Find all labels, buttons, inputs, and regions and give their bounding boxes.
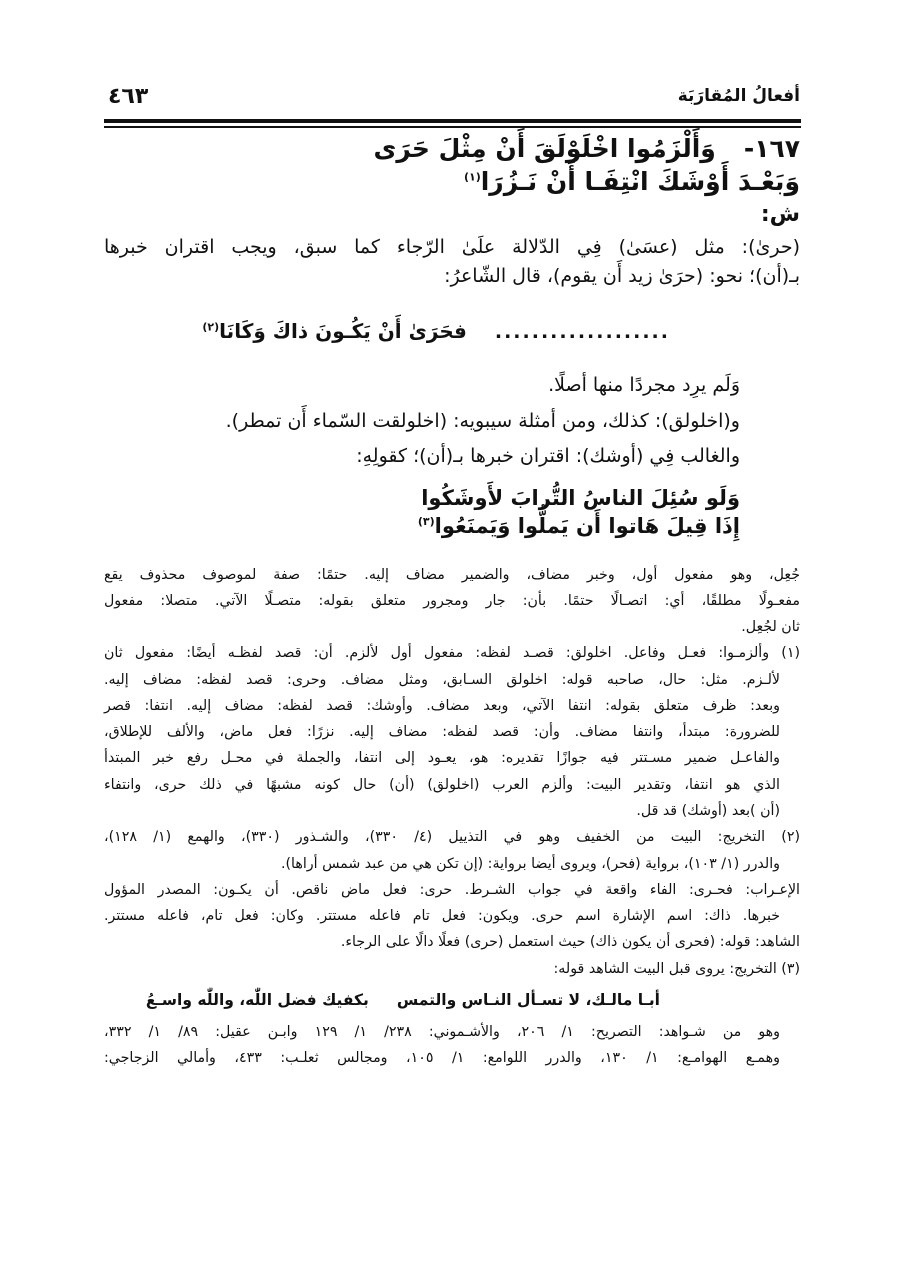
footnote-line: والفاعـل ضمير مسـتتر فيه جوازًا تقديره: هو، يعـود إلى انتفا، والجملة في محـل رفع خبر المبتدأ: [104, 750, 780, 767]
page-number: ٤٦٣: [108, 84, 149, 109]
verse-3: [104, 486, 800, 538]
verse-first-hemistich: وَلَو سُئِلَ الناسُ التُّرابَ لأَوشَكُوا: [421, 485, 740, 510]
verse-167: [104, 134, 800, 196]
header-rule-thin: [104, 126, 801, 128]
verse-2: [104, 316, 800, 347]
footnote-line: جُعِل، وهو مفعول أول، وخبر مضاف، والضمير مضاف إليه. حتمًا: صفة لموصوف محذوف يقع: [104, 566, 800, 583]
footnote-line: (أن )بعد (أوشك) قد قل.: [636, 803, 780, 820]
verse-text: فحَرَىٰ أَنْ يَكُـونَ ذاكَ وَكَانَا: [219, 318, 467, 343]
footnote-line: لألـزم. مثل: حال، صاحبه قوله: اخلولق السـابق، ومثل مضاف. وحرى: قصد لفظه: مضاف إليه.: [104, 671, 780, 688]
footnote-line: (٣) التخريج: يروى قبل البيت الشاهد قوله:: [553, 960, 800, 977]
verse-number: ١٦٧-: [743, 134, 800, 163]
footnote-line: والدرر (١/ ١٠٣)، برواية (فحر)، ويروى أيضا برواية: (إن تكن هي من عبد شمس أراها).: [280, 855, 780, 872]
footnote-line: الإعـراب: فحـرى: الفاء واقعة في جواب الشـرط. حرى: فعل ماض ناقص. أن يكـون: المصدر المؤول: [104, 881, 800, 898]
paragraph-line: و(اخلولق): كذلك، ومن أمثلة سيبويه: (اخلولقت السّماء أَن تمطر).: [225, 409, 740, 432]
paragraph-line: وَلَم يرِد مجردًا منها أصلًا.: [548, 374, 740, 397]
footnote-line: (١) وألزمـوا: فعـل وفاعل. اخلولق: قصـد لفظه: مفعول أول لألزم. أن: قصد لفظـه أيضًا: مفعول ثان: [104, 645, 800, 662]
verse-second-hemistich: بكفيك فضل اللّٰه، واللّٰه واسـعُ: [145, 990, 369, 1009]
footnote-line: الذي هو انتفا، وتقدير البيت: وألزم العرب (اخلولق) (أن) حال كونه مشبهًا في ذلك حرى، وانتفاء: [104, 776, 780, 793]
paragraph-line: (حرىٰ): مثل (عسَىٰ) فِي الدّلالة علَىٰ الرّجاء كما سبق، ويجب اقتران خبرها: [104, 236, 800, 258]
footnote-ref: (١): [463, 170, 481, 184]
footnote-line: خبرها. ذاك: اسم الإشارة اسم حرى. ويكون: فعل تام فاعله مستتر. وكان: فعل تام، فاعله مستتر.: [104, 908, 780, 925]
footnotes: [104, 562, 800, 1071]
footnote-line: (٢) التخريج: البيت من الخفيف وهو في التذييل (٤/ ٣٣٠)، والشـذور (٣٣٠)، والهمع (١/ ١٢٨)،: [104, 829, 801, 846]
footnote-line: مفعـولًا مطلقًا، أي: اتصـالًا حتمًا. بأن: جار ومجرور متعلق بقوله: متصـلًا الآتي. متصلا: مفعول: [104, 592, 800, 609]
header-rule: [104, 119, 801, 123]
verse-first-hemistich: أبـا مالـك، لا تسـأل النـاس والتمس: [396, 990, 660, 1009]
verse-second-hemistich: وَبَعْـدَ أَوْشَكَ انْتِفَـا أَنْ نَـزُرَا: [480, 167, 800, 196]
quoted-verse: [104, 986, 800, 1015]
paragraph-line: والغالب فِي (أوشك): اقتران خبرها بـ(أن)؛ كقولِهِ:: [356, 445, 740, 468]
verse-first-hemistich: وَأَلْزَمُوا اخْلَوْلَقَ أَنْ مِثْلَ حَرَى: [373, 134, 716, 163]
page-header: [0, 0, 900, 120]
page-content: [104, 134, 800, 1071]
footnote-line: وهو من شـواهد: التصريح: ١/ ٢٠٦، والأشـموني: ٢٣٨/ ١/ ١٢٩ وابـن عقيل: ٨٩/ ١/ ٣٣٢،: [104, 1023, 780, 1040]
verse-second-hemistich: إِذَا قِيلَ هَاتوا أَن يَملُّوا وَيَمنَعُوا: [434, 513, 740, 538]
paragraph-line: بـ(أن)؛ نحو: (حرَىٰ زيد أَن يقوم)، قال الشّاعرُ:: [444, 265, 800, 288]
running-title: أفعالُ المُقارَبَة: [677, 86, 800, 106]
footnote-ref: (٣): [417, 514, 435, 528]
footnote-line: وهمـع الهوامـع: ١/ ١٣٠، والدرر اللوامع: ١/ ١٠٥، ومجالس ثعلـب: ٤٣٣، وأمالي الزجاجي:: [104, 1049, 780, 1066]
footnote-line: وبعد: ظرف متعلق بقوله: انتفا الآتي، وبعد مضاف. وأوشك: قصد لفظه: مضاف إليه. انتفا: قصر: [104, 697, 780, 714]
footnote-line: ثان لجُعِل.: [741, 619, 800, 636]
footnote-ref: (٢): [202, 320, 220, 334]
verse-ellipsis: ...................: [494, 320, 670, 343]
sharh-label: ش:: [760, 202, 800, 227]
footnote-line: للضرورة: مبتدأ، وانتفا مضاف. وأن: قصد لفظه: مضاف إليه. نزرًا: فعل ماض، والألف للإطلاق،: [104, 724, 780, 741]
footnote-line: الشاهد: قوله: (فحرى أن يكون ذاك) حيث استعمل (حرى) فعلًا دالًا على الرجاء.: [340, 934, 800, 951]
